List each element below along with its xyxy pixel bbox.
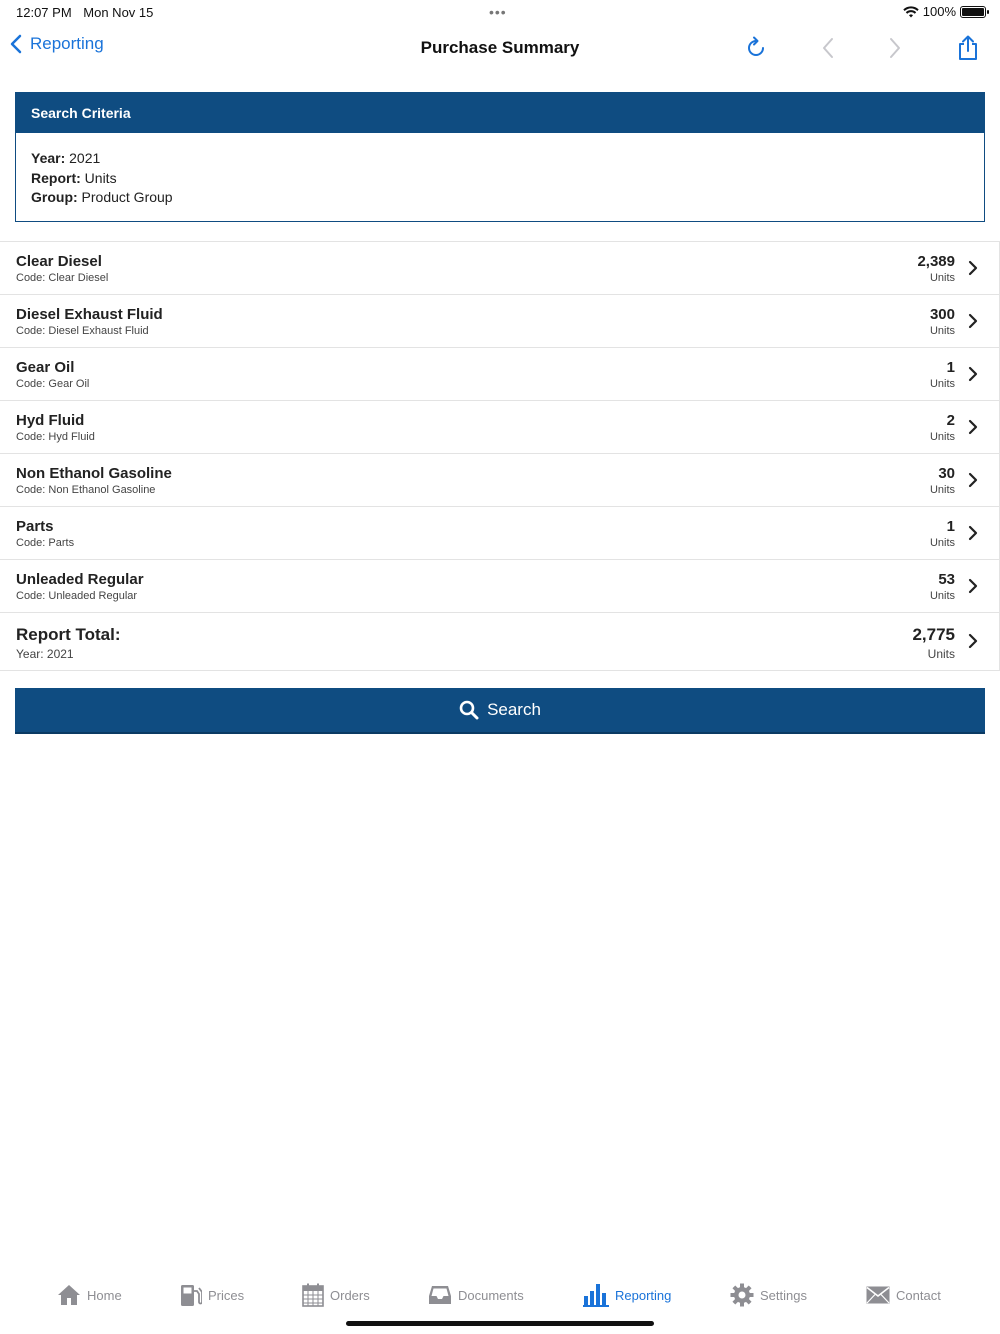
- item-unit: Units: [929, 484, 955, 496]
- report-total-value: 2,775: [912, 625, 955, 644]
- item-code: Code: Diesel Exhaust Fluid: [16, 325, 149, 337]
- item-code: Code: Hyd Fluid: [16, 431, 95, 443]
- status-bar: [0, 0, 1000, 24]
- chevron-right-icon: [967, 419, 979, 435]
- page-title: Purchase Summary: [420, 38, 580, 57]
- criteria-report-value: Units: [84, 169, 117, 186]
- bar-chart-icon: [583, 1283, 609, 1307]
- battery-icon: [960, 6, 986, 18]
- item-unit: Units: [929, 590, 955, 602]
- tab-home[interactable]: [57, 1280, 122, 1310]
- tab-home-label: Home: [87, 1287, 122, 1303]
- results-list: [0, 241, 1000, 671]
- item-code: Code: Unleaded Regular: [16, 590, 138, 602]
- item-unit: Units: [929, 272, 955, 284]
- item-title: Diesel Exhaust Fluid: [16, 306, 163, 323]
- chevron-right-icon: [967, 633, 979, 649]
- multitasking-dots-icon[interactable]: •••: [489, 4, 507, 20]
- tab-documents[interactable]: [428, 1280, 524, 1310]
- search-criteria-header: Search Criteria: [16, 93, 984, 133]
- status-time: [16, 5, 161, 20]
- criteria-group: [31, 188, 969, 208]
- list-item[interactable]: [0, 560, 999, 613]
- back-button-label: Reporting: [30, 34, 104, 53]
- back-button[interactable]: [10, 34, 104, 54]
- item-unit: Units: [929, 378, 955, 390]
- item-code: Code: Non Ethanol Gasoline: [16, 484, 156, 496]
- tab-prices[interactable]: [180, 1280, 244, 1310]
- criteria-year-label: Year:: [31, 150, 66, 166]
- chevron-left-icon: [10, 34, 22, 54]
- tab-reporting[interactable]: [583, 1280, 671, 1310]
- criteria-year-value: 2021: [69, 150, 101, 166]
- criteria-group-value: Product Group: [81, 189, 173, 205]
- chevron-right-icon: [888, 37, 902, 59]
- search-button[interactable]: [15, 688, 985, 734]
- item-value: 300: [929, 306, 955, 323]
- tab-contact-label: Contact: [896, 1287, 941, 1303]
- item-value: 2,389: [917, 253, 955, 270]
- gear-icon: [730, 1283, 754, 1307]
- item-title: Gear Oil: [16, 359, 75, 376]
- next-button[interactable]: [882, 35, 908, 61]
- tab-settings-label: Settings: [760, 1287, 807, 1303]
- item-code: Code: Clear Diesel: [16, 272, 109, 284]
- item-code: Code: Parts: [16, 537, 75, 549]
- status-indicators: [903, 4, 986, 19]
- report-total-row[interactable]: [0, 613, 999, 671]
- list-item[interactable]: [0, 454, 999, 507]
- search-criteria-panel: [15, 92, 985, 222]
- wifi-icon: [903, 6, 919, 18]
- criteria-report-label: Report:: [31, 169, 81, 186]
- tab-settings[interactable]: [730, 1280, 807, 1310]
- item-title: Non Ethanol Gasoline: [16, 465, 172, 482]
- status-date: Mon Nov 15: [83, 5, 154, 20]
- item-unit: Units: [929, 431, 955, 443]
- status-clock: 12:07 PM: [16, 5, 72, 20]
- item-value: 1: [946, 518, 955, 535]
- refresh-icon: [744, 36, 768, 60]
- tab-documents-label: Documents: [458, 1287, 524, 1303]
- list-item[interactable]: [0, 295, 999, 348]
- item-title: Unleaded Regular: [16, 571, 144, 588]
- item-title: Clear Diesel: [16, 253, 102, 270]
- item-value: 53: [938, 571, 955, 588]
- tab-bar: [0, 1280, 1000, 1312]
- search-icon: [459, 700, 479, 720]
- tab-contact[interactable]: [866, 1280, 941, 1310]
- chevron-right-icon: [967, 578, 979, 594]
- criteria-year: [31, 149, 969, 169]
- calendar-icon: [302, 1283, 324, 1307]
- tab-orders-label: Orders: [330, 1287, 370, 1303]
- item-title: Parts: [16, 518, 54, 535]
- item-code: Code: Gear Oil: [16, 378, 90, 390]
- criteria-group-label: Group:: [31, 189, 78, 205]
- home-icon: [57, 1284, 81, 1306]
- share-button[interactable]: [955, 35, 981, 61]
- report-total-unit: Units: [927, 647, 955, 661]
- home-indicator[interactable]: [346, 1321, 654, 1326]
- search-criteria-body: [16, 133, 984, 208]
- report-total-year: Year: 2021: [16, 647, 74, 661]
- refresh-button[interactable]: [743, 35, 769, 61]
- chevron-right-icon: [967, 525, 979, 541]
- item-value: 2: [946, 412, 955, 429]
- envelope-icon: [866, 1286, 890, 1304]
- list-item[interactable]: [0, 242, 999, 295]
- item-value: 30: [938, 465, 955, 482]
- item-unit: Units: [929, 537, 955, 549]
- tab-orders[interactable]: [302, 1280, 370, 1310]
- tab-prices-label: Prices: [208, 1287, 245, 1303]
- chevron-right-icon: [967, 260, 979, 276]
- battery-percent: 100%: [922, 4, 956, 19]
- chevron-left-icon: [821, 37, 835, 59]
- chevron-right-icon: [967, 472, 979, 488]
- item-title: Hyd Fluid: [16, 412, 85, 429]
- item-unit: Units: [929, 325, 955, 337]
- list-item[interactable]: [0, 348, 999, 401]
- report-total-title: Report Total:: [16, 625, 121, 644]
- previous-button[interactable]: [815, 35, 841, 61]
- chevron-right-icon: [967, 313, 979, 329]
- inbox-icon: [428, 1284, 452, 1306]
- fuel-pump-icon: [180, 1283, 202, 1307]
- share-icon: [957, 35, 979, 61]
- list-item[interactable]: [0, 507, 999, 560]
- chevron-right-icon: [967, 366, 979, 382]
- item-value: 1: [946, 359, 955, 376]
- list-item[interactable]: [0, 401, 999, 454]
- search-button-label: Search: [487, 700, 541, 719]
- criteria-report: [31, 169, 969, 189]
- navigation-bar: [0, 24, 1000, 74]
- tab-reporting-label: Reporting: [615, 1287, 672, 1303]
